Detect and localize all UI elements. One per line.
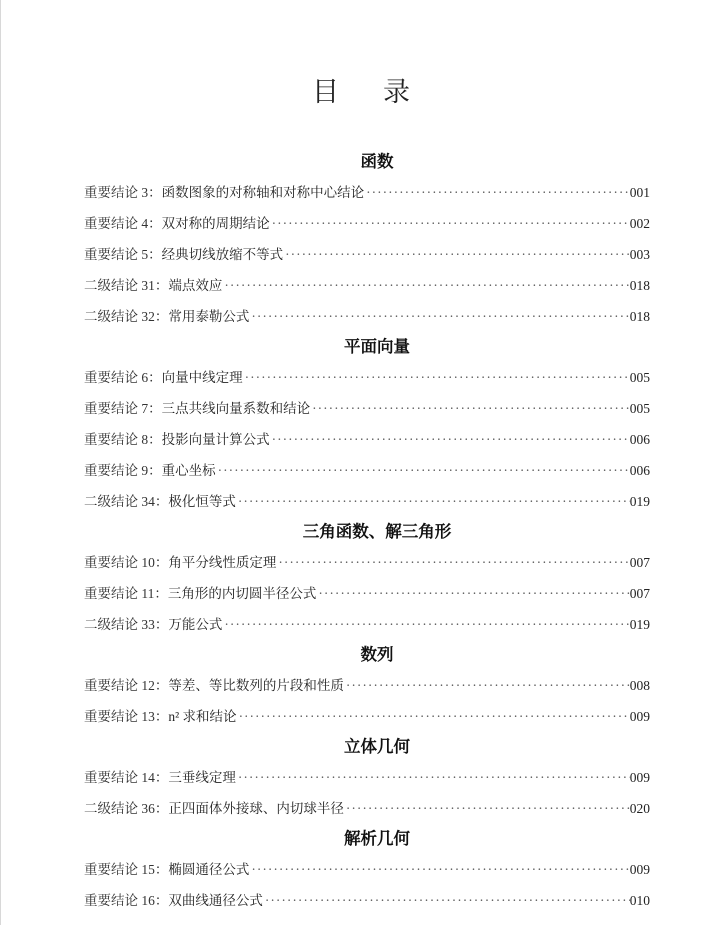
toc-entry[interactable] [84,177,650,208]
entry-title: 椭圆通径公式 [168,862,250,877]
entry-label: 二级结论 33： [84,617,169,632]
section-heading: 三角函数、解三角形 [302,522,452,541]
dot-leader [237,701,630,732]
dot-leader [222,270,629,301]
entry-label: 二级结论 32： [84,309,169,324]
section-heading: 平面向量 [344,337,410,356]
entry-title: 投影向量计算公式 [161,432,270,447]
toc-entry[interactable] [84,701,650,732]
entry-title: 重心坐标 [161,463,216,478]
toc-entry[interactable] [84,208,650,239]
entry-label: 二级结论 34： [84,494,169,509]
page-number: 018 [629,278,650,293]
entry-title: 等差、等比数列的片段和性质 [168,678,344,693]
page-number: 007 [629,586,650,601]
dot-leader [316,578,629,609]
entry-title: 常用泰勒公式 [168,309,250,324]
entry-label: 重要结论 3： [84,185,162,200]
toc-entry[interactable] [84,393,650,424]
entry-title: 极化恒等式 [168,494,236,509]
page-number: 020 [629,801,650,816]
toc-entry[interactable] [84,362,650,393]
toc-entry[interactable] [84,609,650,640]
entry-title: 万能公式 [168,617,223,632]
dot-leader [276,547,629,578]
dot-leader [249,854,629,885]
toc-entry[interactable] [84,486,650,517]
toc-entry[interactable] [84,670,650,701]
dot-leader [344,793,630,824]
entry-label: 二级结论 31： [84,278,169,293]
entry-label: 重要结论 16： [84,893,169,908]
page-number: 009 [629,709,650,724]
section-heading: 立体几何 [344,737,410,756]
page-number: 001 [629,185,650,200]
entry-label: 重要结论 10： [84,555,169,570]
dot-leader [243,362,630,393]
entry-label: 重要结论 14： [84,770,169,785]
entry-label: 重要结论 6： [84,370,162,385]
section-heading: 解析几何 [344,829,410,848]
toc-entry[interactable] [84,547,650,578]
entry-label: 重要结论 5： [84,247,162,262]
entry-title: 双对称的周期结论 [161,216,270,231]
page-number: 018 [629,309,650,324]
entry-label: 重要结论 11： [84,586,168,601]
entry-title: 经典切线放缩不等式 [161,247,284,262]
toc-entry[interactable] [84,854,650,885]
page-number: 019 [629,494,650,509]
section-heading: 数列 [360,645,394,664]
entry-title: n² 求和结论 [168,709,237,724]
toc-entry[interactable] [84,301,650,332]
page-number: 010 [629,893,650,908]
dot-leader [236,486,630,517]
dot-leader [310,393,630,424]
entry-label: 重要结论 4： [84,216,162,231]
entry-label: 重要结论 15： [84,862,169,877]
toc-entry[interactable] [84,270,650,301]
page-number: 007 [629,555,650,570]
page-number: 009 [629,770,650,785]
page-number: 006 [629,432,650,447]
page-number: 006 [629,463,650,478]
entry-label: 重要结论 7： [84,401,162,416]
dot-leader [270,424,630,455]
toc-entry[interactable] [84,455,650,486]
dot-leader [270,208,630,239]
toc-entry[interactable] [84,239,650,270]
entry-title: 向量中线定理 [161,370,243,385]
title-char: 录 [383,77,410,108]
entry-title: 三垂线定理 [168,770,236,785]
page-number: 009 [629,862,650,877]
entry-title: 双曲线通径公式 [168,893,263,908]
toc-entry[interactable] [84,885,650,916]
entry-title: 函数图象的对称轴和对称中心结论 [161,185,365,200]
toc-entry[interactable] [84,762,650,793]
page-number: 005 [629,401,650,416]
entry-title: 三角形的内切圆半径公式 [167,586,317,601]
dot-leader [263,885,630,916]
toc-entry[interactable] [84,793,650,824]
page-number: 003 [629,247,650,262]
page-number: 008 [629,678,650,693]
page-edge [0,0,1,925]
entry-title: 三点共线向量系数和结论 [161,401,311,416]
entry-label: 重要结论 13： [84,709,169,724]
entry-label: 重要结论 12： [84,678,169,693]
entry-title: 正四面体外接球、内切球半径 [168,801,344,816]
dot-leader [344,670,630,701]
table-of-contents [84,147,650,916]
entry-label: 重要结论 8： [84,432,162,447]
dot-leader [249,301,629,332]
toc-entry[interactable] [84,578,650,609]
dot-leader [222,609,629,640]
page-number: 002 [629,216,650,231]
section-heading: 函数 [360,152,394,171]
page-number: 019 [629,617,650,632]
dot-leader [364,177,630,208]
toc-entry[interactable] [84,424,650,455]
entry-title: 角平分线性质定理 [168,555,277,570]
dot-leader [283,239,630,270]
page-title [0,70,722,109]
entry-label: 二级结论 36： [84,801,169,816]
entry-title: 端点效应 [168,278,223,293]
entry-label: 重要结论 9： [84,463,162,478]
dot-leader [216,455,630,486]
title-char: 目 [312,77,339,108]
dot-leader [236,762,630,793]
page-number: 005 [629,370,650,385]
